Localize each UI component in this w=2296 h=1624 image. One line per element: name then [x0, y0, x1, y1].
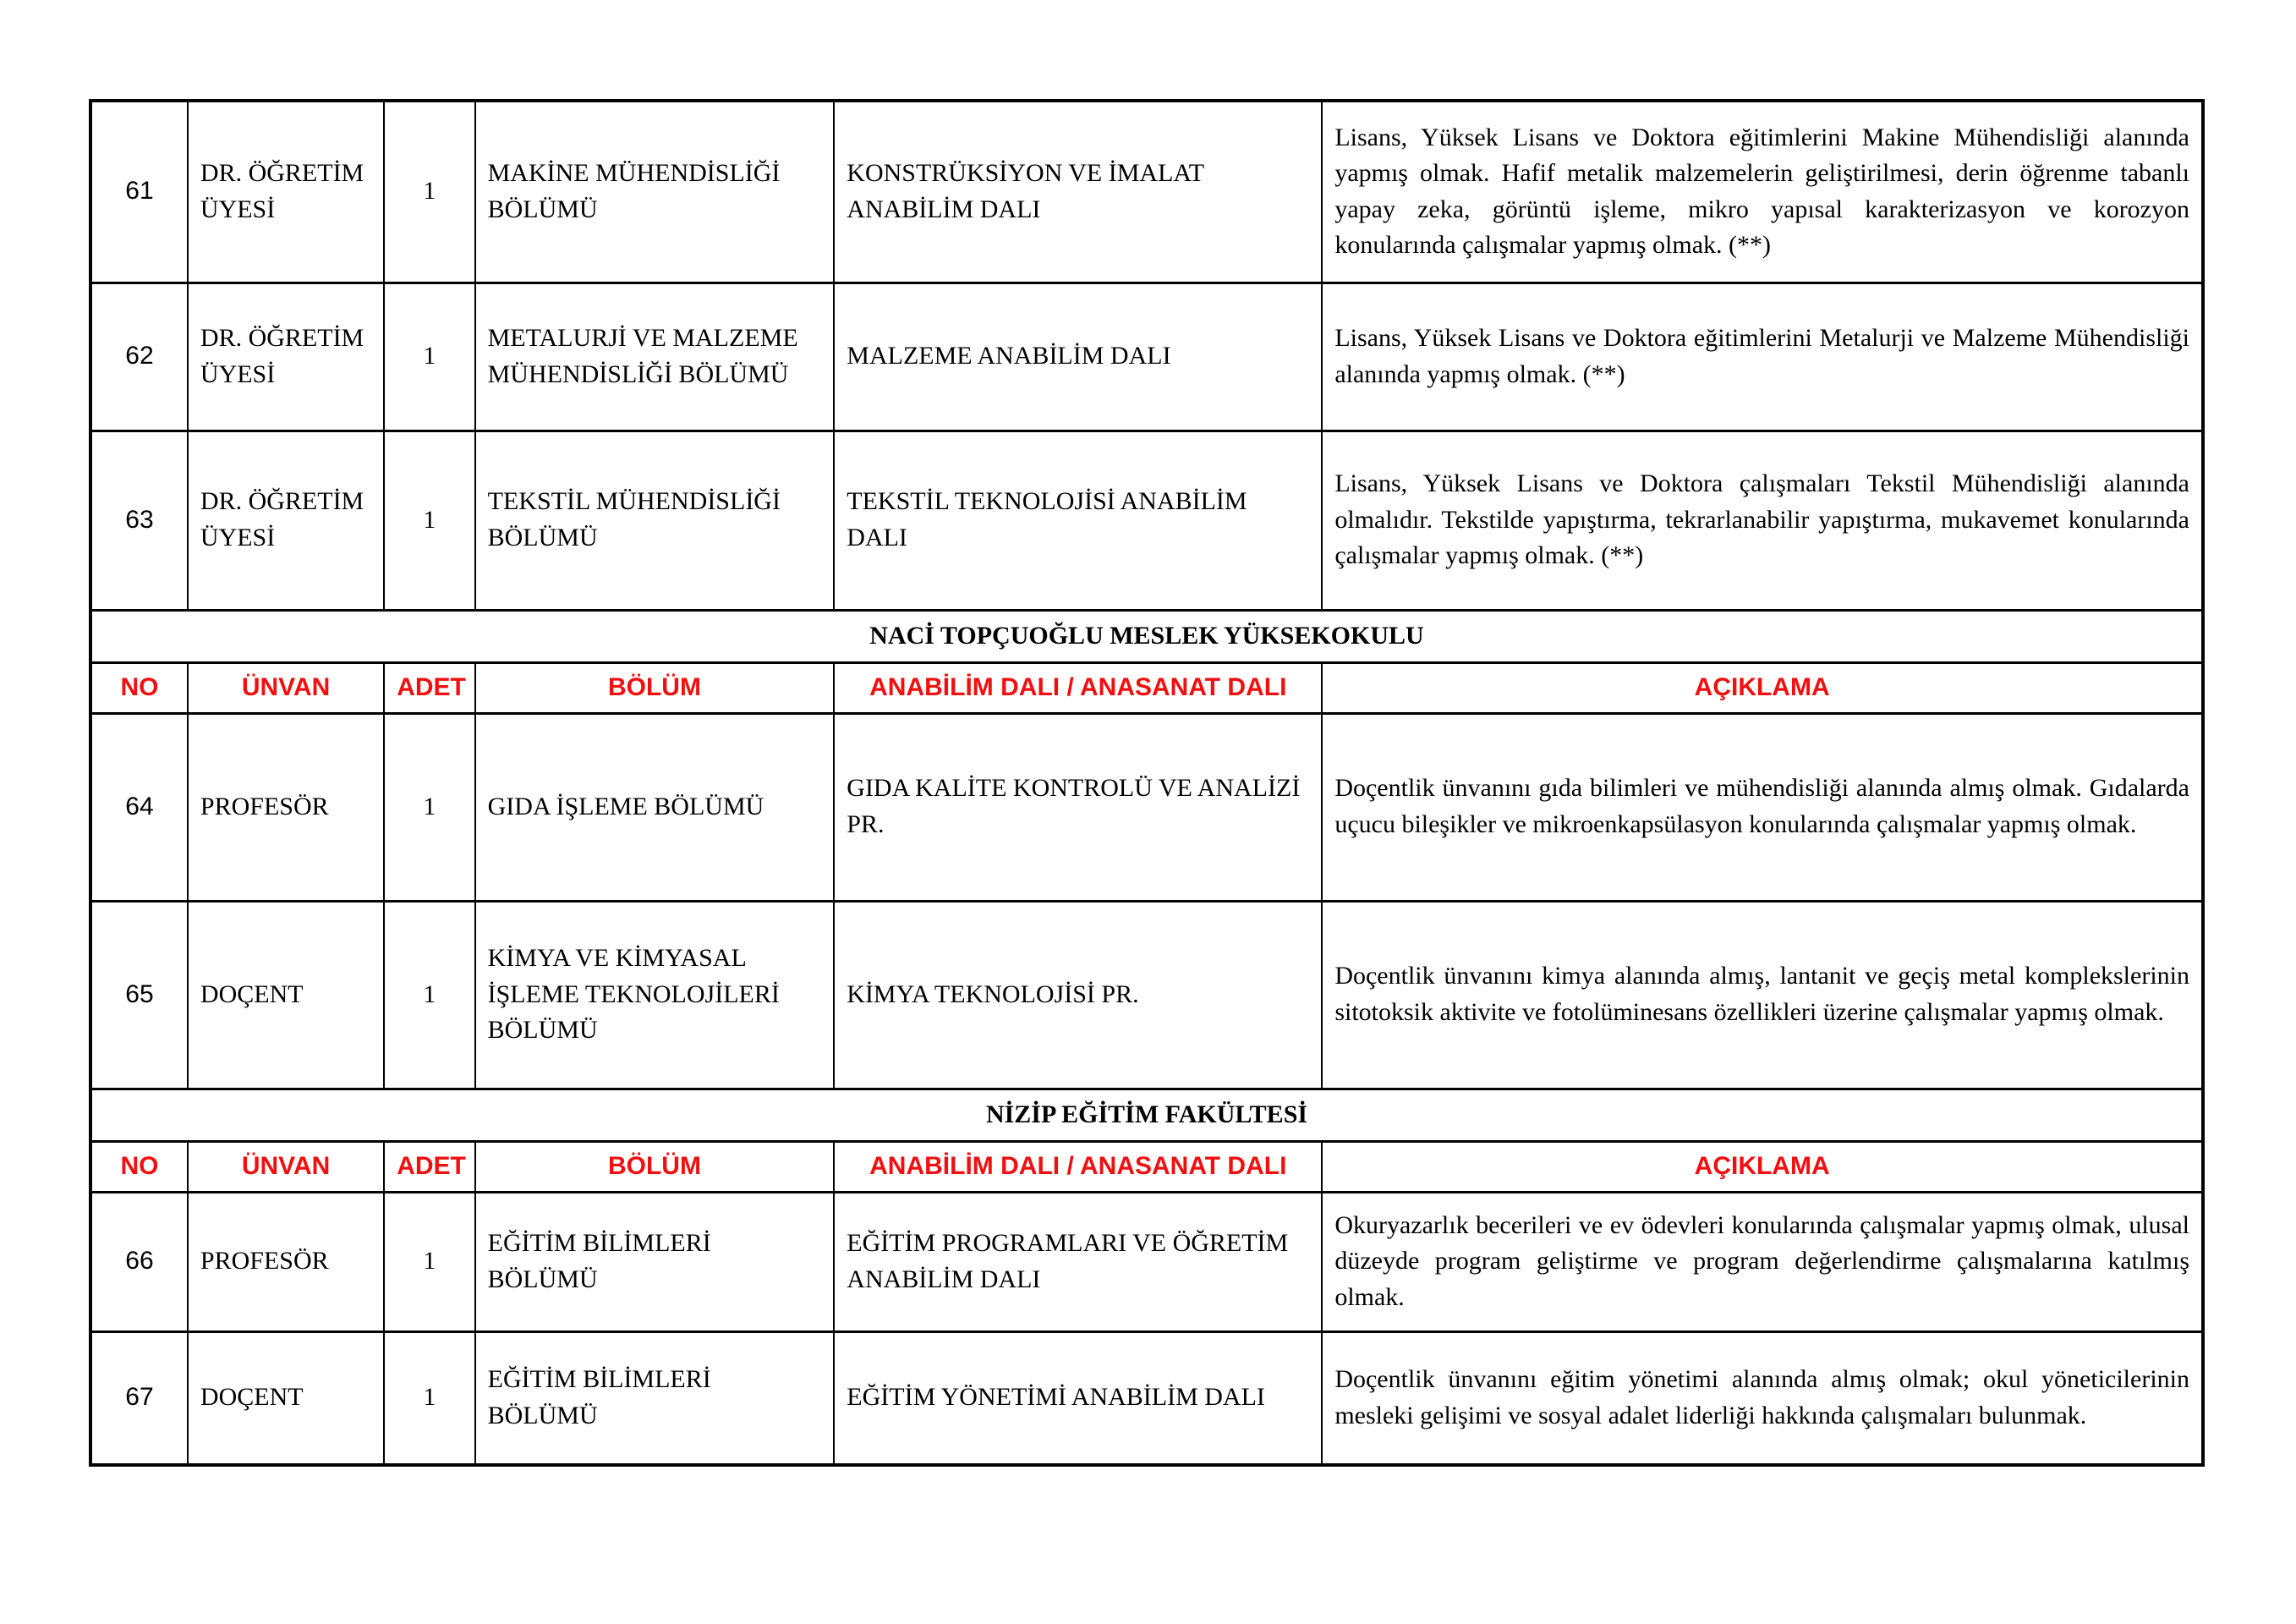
section-header-row-2 [90, 1089, 2203, 1141]
table-row-65 [90, 901, 2203, 1089]
row-66-unvan: PROFESÖR [188, 1192, 384, 1331]
row-67-unvan: DOÇENT [188, 1331, 384, 1465]
row-62-adet: 1 [384, 283, 474, 431]
row-62-no: 62 [90, 283, 188, 431]
section-title-1: NACİ TOPÇUOĞLU MESLEK YÜKSEKOKULU [90, 610, 2203, 662]
section-title-2: NİZİP EĞİTİM FAKÜLTESİ [90, 1089, 2203, 1141]
row-64-unvan: PROFESÖR [188, 713, 384, 901]
table-row-67 [90, 1331, 2203, 1465]
row-61-anabilim: KONSTRÜKSİYON VE İMALAT ANABİLİM DALI [834, 101, 1322, 283]
table-row-63 [90, 431, 2203, 610]
row-64-no: 64 [90, 713, 188, 901]
column-header-row-2 [90, 1141, 2203, 1192]
table-row-62 [90, 283, 2203, 431]
row-67-bolum: EĞİTİM BİLİMLERİ BÖLÜMÜ [475, 1331, 835, 1465]
row-63-no: 63 [90, 431, 188, 610]
col-header-bolum-1: BÖLÜM [475, 662, 835, 713]
col-header-anabilim-2: ANABİLİM DALI / ANASANAT DALI [834, 1141, 1322, 1192]
col-header-aciklama-2: AÇIKLAMA [1322, 1141, 2203, 1192]
row-65-adet: 1 [384, 901, 474, 1089]
col-header-bolum-2: BÖLÜM [475, 1141, 835, 1192]
row-63-bolum: TEKSTİL MÜHENDİSLİĞİ BÖLÜMÜ [475, 431, 835, 610]
row-65-unvan: DOÇENT [188, 901, 384, 1089]
row-64-adet: 1 [384, 713, 474, 901]
col-header-anabilim-1: ANABİLİM DALI / ANASANAT DALI [834, 662, 1322, 713]
row-66-no: 66 [90, 1192, 188, 1331]
row-67-no: 67 [90, 1331, 188, 1465]
row-61-no: 61 [90, 101, 188, 283]
row-61-bolum: MAKİNE MÜHENDİSLİĞİ BÖLÜMÜ [475, 101, 835, 283]
row-63-unvan: DR. ÖĞRETİM ÜYESİ [188, 431, 384, 610]
row-67-anabilim: EĞİTİM YÖNETİMİ ANABİLİM DALI [834, 1331, 1322, 1465]
row-62-bolum: METALURJİ VE MALZEME MÜHENDİSLİĞİ BÖLÜMÜ [475, 283, 835, 431]
row-62-aciklama: Lisans, Yüksek Lisans ve Doktora eğitimlerini Metalurji ve Malzeme Mühendisliği alanında yapmış olmak. (**) [1322, 283, 2203, 431]
col-header-adet-1: ADET [384, 662, 474, 713]
row-61-adet: 1 [384, 101, 474, 283]
table-row-66 [90, 1192, 2203, 1331]
row-63-anabilim: TEKSTİL TEKNOLOJİSİ ANABİLİM DALI [834, 431, 1322, 610]
row-66-bolum: EĞİTİM BİLİMLERİ BÖLÜMÜ [475, 1192, 835, 1331]
col-header-no-1: NO [90, 662, 188, 713]
row-65-no: 65 [90, 901, 188, 1089]
row-66-adet: 1 [384, 1192, 474, 1331]
job-postings-table [89, 99, 2205, 1467]
section-header-row-1 [90, 610, 2203, 662]
row-64-bolum: GIDA İŞLEME BÖLÜMÜ [475, 713, 835, 901]
row-65-anabilim: KİMYA TEKNOLOJİSİ PR. [834, 901, 1322, 1089]
row-65-aciklama: Doçentlik ünvanını kimya alanında almış, lantanit ve geçiş metal komplekslerinin sitotoksik aktivite ve fotolüminesans özellikleri üzerine çalışmalar yapmış olmak. [1322, 901, 2203, 1089]
col-header-no-2: NO [90, 1141, 188, 1192]
row-64-anabilim: GIDA KALİTE KONTROLÜ VE ANALİZİ PR. [834, 713, 1322, 901]
row-66-aciklama: Okuryazarlık becerileri ve ev ödevleri konularında çalışmalar yapmış olmak, ulusal düzeyde program geliştirme ve program değerlendirme çalışmalarına katılmış olmak. [1322, 1192, 2203, 1331]
row-64-aciklama: Doçentlik ünvanını gıda bilimleri ve mühendisliği alanında almış olmak. Gıdalarda uçucu bileşikler ve mikroenkapsülasyon konularında çalışmalar yapmış olmak. [1322, 713, 2203, 901]
row-63-aciklama: Lisans, Yüksek Lisans ve Doktora çalışmaları Tekstil Mühendisliği alanında olmalıdır. Tekstilde yapıştırma, tekrarlanabilir yapıştırma, mukavemet konularında çalışmalar yapmış olmak. (**) [1322, 431, 2203, 610]
col-header-adet-2: ADET [384, 1141, 474, 1192]
col-header-unvan-1: ÜNVAN [188, 662, 384, 713]
row-62-unvan: DR. ÖĞRETİM ÜYESİ [188, 283, 384, 431]
row-63-adet: 1 [384, 431, 474, 610]
row-61-unvan: DR. ÖĞRETİM ÜYESİ [188, 101, 384, 283]
table-row-64 [90, 713, 2203, 901]
column-header-row-1 [90, 662, 2203, 713]
col-header-aciklama-1: AÇIKLAMA [1322, 662, 2203, 713]
table-row-61 [90, 101, 2203, 283]
row-65-bolum: KİMYA VE KİMYASAL İŞLEME TEKNOLOJİLERİ BÖLÜMÜ [475, 901, 835, 1089]
row-67-aciklama: Doçentlik ünvanını eğitim yönetimi alanında almış olmak; okul yöneticilerinin mesleki gelişimi ve sosyal adalet liderliği hakkında çalışmaları bulunmak. [1322, 1331, 2203, 1465]
row-61-aciklama: Lisans, Yüksek Lisans ve Doktora eğitimlerini Makine Mühendisliği alanında yapmış olmak. Hafif metalik malzemelerin geliştirilmesi, derin öğrenme tabanlı yapay zeka, görüntü işleme, mikro yapısal karakterizasyon ve korozyon konularında çalışmalar yapmış olmak. (**) [1322, 101, 2203, 283]
row-66-anabilim: EĞİTİM PROGRAMLARI VE ÖĞRETİM ANABİLİM DALI [834, 1192, 1322, 1331]
col-header-unvan-2: ÜNVAN [188, 1141, 384, 1192]
row-62-anabilim: MALZEME ANABİLİM DALI [834, 283, 1322, 431]
row-67-adet: 1 [384, 1331, 474, 1465]
